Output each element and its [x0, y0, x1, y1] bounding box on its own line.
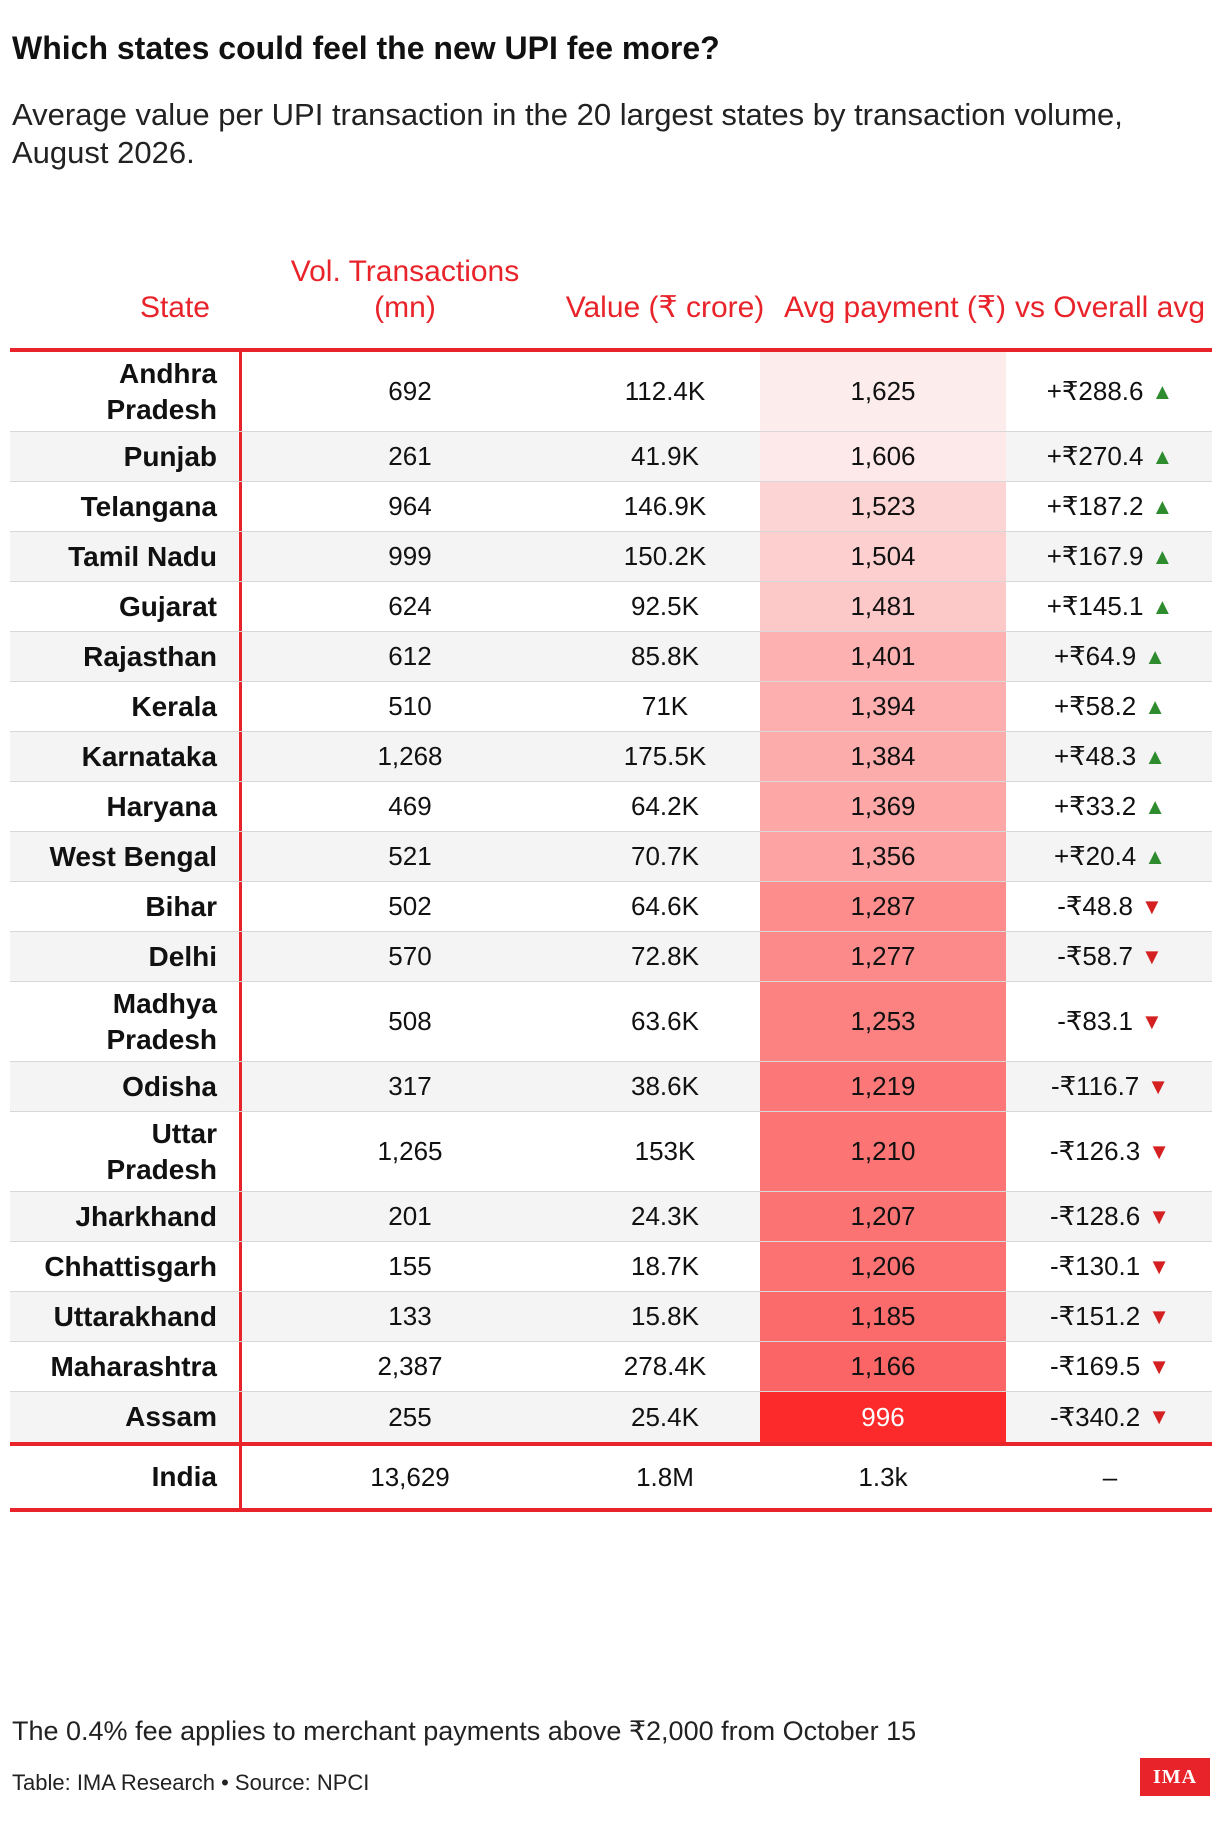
table-row	[10, 1392, 1212, 1442]
vs-overall-value: -₹116.7	[1050, 1071, 1140, 1101]
triangle-up-icon: ▲	[1144, 843, 1167, 869]
vol-transactions: 521	[388, 841, 432, 871]
table-row	[10, 532, 1212, 582]
vs-overall-value: -₹126.3	[1049, 1136, 1141, 1166]
chart-title: Which states could feel the new UPI fee more?	[12, 30, 720, 66]
state-name: West Bengal	[10, 832, 242, 881]
state-name: Maharashtra	[10, 1342, 242, 1391]
vs-overall-value: +₹288.6	[1046, 376, 1144, 406]
vol-transactions: 508	[388, 1006, 432, 1036]
vol-transactions: 317	[388, 1071, 432, 1101]
value-crore: 150.2K	[623, 541, 707, 571]
table-row	[10, 1192, 1212, 1242]
vs-overall-avg	[1010, 782, 1210, 831]
value-crore: 92.5K	[631, 591, 699, 621]
vol-transactions: 570	[388, 941, 432, 971]
state-name: Bihar	[10, 882, 242, 931]
header-value: Value (₹ crore)	[565, 291, 765, 324]
vs-overall-avg	[1010, 1062, 1210, 1111]
avg-payment-heat-cell: 1,504	[760, 532, 1006, 581]
data-table	[10, 250, 1212, 1512]
vs-overall-avg	[1010, 482, 1210, 531]
state-name: Andhra Pradesh	[10, 352, 242, 431]
vol-transactions: 612	[388, 641, 432, 671]
vs-overall-avg	[1010, 732, 1210, 781]
avg-payment-heat-cell: 1,384	[760, 732, 1006, 781]
state-name: Jharkhand	[10, 1192, 242, 1241]
table-row	[10, 1292, 1212, 1342]
vs-overall-avg	[1010, 682, 1210, 731]
avg-payment-heat-cell: 1,401	[760, 632, 1006, 681]
value-crore: 278.4K	[623, 1351, 707, 1381]
triangle-up-icon: ▲	[1151, 543, 1174, 569]
total-vs: –	[1102, 1461, 1118, 1492]
value-crore: 64.6K	[631, 891, 699, 921]
triangle-down-icon: ▼	[1141, 943, 1163, 969]
table-row	[10, 582, 1212, 632]
state-name: Chhattisgarh	[10, 1242, 242, 1291]
avg-payment-heat-cell: 1,287	[760, 882, 1006, 931]
total-state: India	[10, 1446, 242, 1508]
vs-overall-avg	[1010, 632, 1210, 681]
vs-overall-value: +₹187.2	[1046, 491, 1144, 521]
table-header	[10, 250, 1212, 348]
state-name: Uttar Pradesh	[10, 1112, 242, 1191]
vs-overall-value: +₹48.3	[1053, 741, 1137, 771]
value-crore: 25.4K	[631, 1401, 699, 1432]
triangle-down-icon: ▼	[1147, 1073, 1170, 1099]
value-crore: 71K	[641, 691, 689, 721]
triangle-up-icon: ▲	[1144, 643, 1167, 669]
header-vol-transactions: Vol. Transactions (mn)	[290, 255, 520, 324]
vol-transactions: 964	[388, 491, 432, 521]
table-row	[10, 932, 1212, 982]
vs-overall-value: -₹48.8	[1057, 891, 1134, 921]
vs-overall-value: -₹83.1	[1057, 1006, 1134, 1036]
state-name: Uttarakhand	[10, 1292, 242, 1341]
state-name: Odisha	[10, 1062, 242, 1111]
vol-transactions: 510	[388, 691, 432, 721]
vol-transactions: 502	[388, 891, 432, 921]
table-row	[10, 432, 1212, 482]
value-crore: 18.7K	[631, 1251, 699, 1281]
total-row	[10, 1446, 1212, 1508]
footnote: The 0.4% fee applies to merchant payments above ₹2,000 from October 15	[12, 1716, 917, 1746]
table-body	[10, 352, 1212, 1442]
triangle-up-icon: ▲	[1151, 493, 1174, 519]
state-name: Madhya Pradesh	[10, 982, 242, 1061]
vs-overall-avg	[1010, 982, 1210, 1061]
avg-payment-heat-cell: 1,277	[760, 932, 1006, 981]
vs-overall-avg	[1010, 582, 1210, 631]
triangle-up-icon: ▲	[1144, 743, 1167, 769]
chart-subtitle: Average value per UPI transaction in the 20 largest states by transaction volume, August 2026.	[12, 97, 1123, 170]
vs-overall-value: +₹20.4	[1053, 841, 1137, 871]
total-rule-bottom	[10, 1508, 1212, 1512]
avg-payment-heat-cell: 1,210	[760, 1112, 1006, 1191]
total-vol: 13,629	[370, 1461, 450, 1492]
vol-transactions: 2,387	[377, 1351, 443, 1381]
vs-overall-value: +₹33.2	[1053, 791, 1137, 821]
vs-overall-avg	[1010, 532, 1210, 581]
table-row	[10, 732, 1212, 782]
triangle-down-icon: ▼	[1148, 1203, 1171, 1229]
vol-transactions: 692	[388, 376, 432, 406]
table-row	[10, 832, 1212, 882]
triangle-up-icon: ▲	[1151, 443, 1174, 469]
vs-overall-value: +₹58.2	[1053, 691, 1137, 721]
state-name: Kerala	[10, 682, 242, 731]
vs-overall-avg	[1010, 1192, 1210, 1241]
vol-transactions: 261	[388, 441, 432, 471]
vol-transactions: 469	[388, 791, 432, 821]
value-crore: 85.8K	[631, 641, 699, 671]
table-row	[10, 1242, 1212, 1292]
vol-transactions: 1,268	[377, 741, 443, 771]
state-name: Gujarat	[10, 582, 242, 631]
vol-transactions: 255	[388, 1401, 432, 1432]
vs-overall-avg	[1010, 352, 1210, 431]
vs-overall-value: +₹270.4	[1046, 441, 1144, 471]
vs-overall-value: +₹167.9	[1046, 541, 1144, 571]
triangle-down-icon: ▼	[1148, 1404, 1171, 1429]
vs-overall-value: +₹64.9	[1053, 641, 1137, 671]
avg-payment-heat-cell: 1,166	[760, 1342, 1006, 1391]
state-name: Karnataka	[10, 732, 242, 781]
table-row	[10, 882, 1212, 932]
triangle-down-icon: ▼	[1148, 1353, 1171, 1379]
vs-overall-avg	[1010, 1242, 1210, 1291]
state-name: Delhi	[10, 932, 242, 981]
ima-logo: IMA	[1140, 1758, 1210, 1796]
vs-overall-avg	[1010, 432, 1210, 481]
vs-overall-avg	[1010, 1112, 1210, 1191]
avg-payment-heat-cell: 1,481	[760, 582, 1006, 631]
table-row	[10, 1342, 1212, 1392]
value-crore: 153K	[634, 1136, 696, 1166]
triangle-up-icon: ▲	[1144, 693, 1167, 719]
value-crore: 70.7K	[631, 841, 699, 871]
header-state: State	[139, 291, 210, 324]
avg-payment-heat-cell: 1,394	[760, 682, 1006, 731]
value-crore: 24.3K	[631, 1201, 699, 1231]
header-vs-overall: vs Overall avg	[1014, 291, 1206, 324]
value-crore: 175.5K	[623, 741, 707, 771]
state-name: Telangana	[10, 482, 242, 531]
triangle-down-icon: ▼	[1141, 893, 1163, 919]
triangle-down-icon: ▼	[1141, 1008, 1163, 1034]
triangle-down-icon: ▼	[1148, 1138, 1171, 1164]
vol-transactions: 133	[388, 1301, 432, 1331]
avg-payment-heat-cell: 1,523	[760, 482, 1006, 531]
table-row	[10, 682, 1212, 732]
table-row	[10, 782, 1212, 832]
triangle-down-icon: ▼	[1148, 1303, 1171, 1329]
triangle-up-icon: ▲	[1151, 378, 1174, 404]
vs-overall-value: -₹58.7	[1057, 941, 1134, 971]
vol-transactions: 201	[388, 1201, 432, 1231]
state-name: Haryana	[10, 782, 242, 831]
state-name: Assam	[10, 1392, 242, 1442]
vs-overall-value: -₹130.1	[1049, 1251, 1141, 1281]
vs-overall-avg	[1010, 932, 1210, 981]
value-crore: 38.6K	[631, 1071, 699, 1101]
table-row	[10, 632, 1212, 682]
vol-transactions: 624	[388, 591, 432, 621]
avg-payment-heat-cell: 996	[760, 1392, 1006, 1442]
table-row	[10, 1062, 1212, 1112]
value-crore: 146.9K	[623, 491, 707, 521]
avg-payment-heat-cell: 1,369	[760, 782, 1006, 831]
avg-payment-heat-cell: 1,253	[760, 982, 1006, 1061]
vs-overall-avg	[1010, 832, 1210, 881]
value-crore: 72.8K	[631, 941, 699, 971]
value-crore: 15.8K	[631, 1301, 699, 1331]
avg-payment-heat-cell: 1,625	[760, 352, 1006, 431]
table-row	[10, 352, 1212, 432]
table-row	[10, 1112, 1212, 1192]
value-crore: 112.4K	[624, 376, 706, 406]
state-name: Rajasthan	[10, 632, 242, 681]
vol-transactions: 1,265	[377, 1136, 443, 1166]
table-row	[10, 482, 1212, 532]
avg-payment-heat-cell: 1,207	[760, 1192, 1006, 1241]
avg-payment-heat-cell: 1,185	[760, 1292, 1006, 1341]
vs-overall-avg	[1010, 1292, 1210, 1341]
table-row	[10, 982, 1212, 1062]
value-crore: 41.9K	[631, 441, 699, 471]
vs-overall-value: -₹169.5	[1049, 1351, 1141, 1381]
state-name: Tamil Nadu	[10, 532, 242, 581]
avg-payment-heat-cell: 1,219	[760, 1062, 1006, 1111]
vs-overall-value: -₹128.6	[1049, 1201, 1141, 1231]
triangle-up-icon: ▲	[1151, 593, 1174, 619]
header-avg-payment: Avg payment (₹)	[784, 291, 1006, 324]
avg-payment-heat-cell: 1,206	[760, 1242, 1006, 1291]
vs-overall-avg	[1010, 1342, 1210, 1391]
value-crore: 63.6K	[631, 1006, 699, 1036]
triangle-down-icon: ▼	[1148, 1253, 1171, 1279]
total-value: 1.8M	[636, 1461, 694, 1492]
vs-overall-value: -₹151.2	[1049, 1301, 1141, 1331]
vs-overall-value: -₹340.2	[1049, 1401, 1141, 1432]
state-name: Punjab	[10, 432, 242, 481]
triangle-up-icon: ▲	[1144, 793, 1167, 819]
vol-transactions: 999	[388, 541, 432, 571]
avg-payment-heat-cell: 1,606	[760, 432, 1006, 481]
source-line: Table: IMA Research • Source: NPCI	[12, 1770, 370, 1795]
vs-overall-value: +₹145.1	[1046, 591, 1144, 621]
vs-overall-avg	[1010, 882, 1210, 931]
avg-payment-heat-cell: 1,356	[760, 832, 1006, 881]
value-crore: 64.2K	[631, 791, 699, 821]
vs-overall-avg	[1010, 1392, 1210, 1442]
total-avg: 1.3k	[858, 1461, 908, 1492]
vol-transactions: 155	[388, 1251, 432, 1281]
